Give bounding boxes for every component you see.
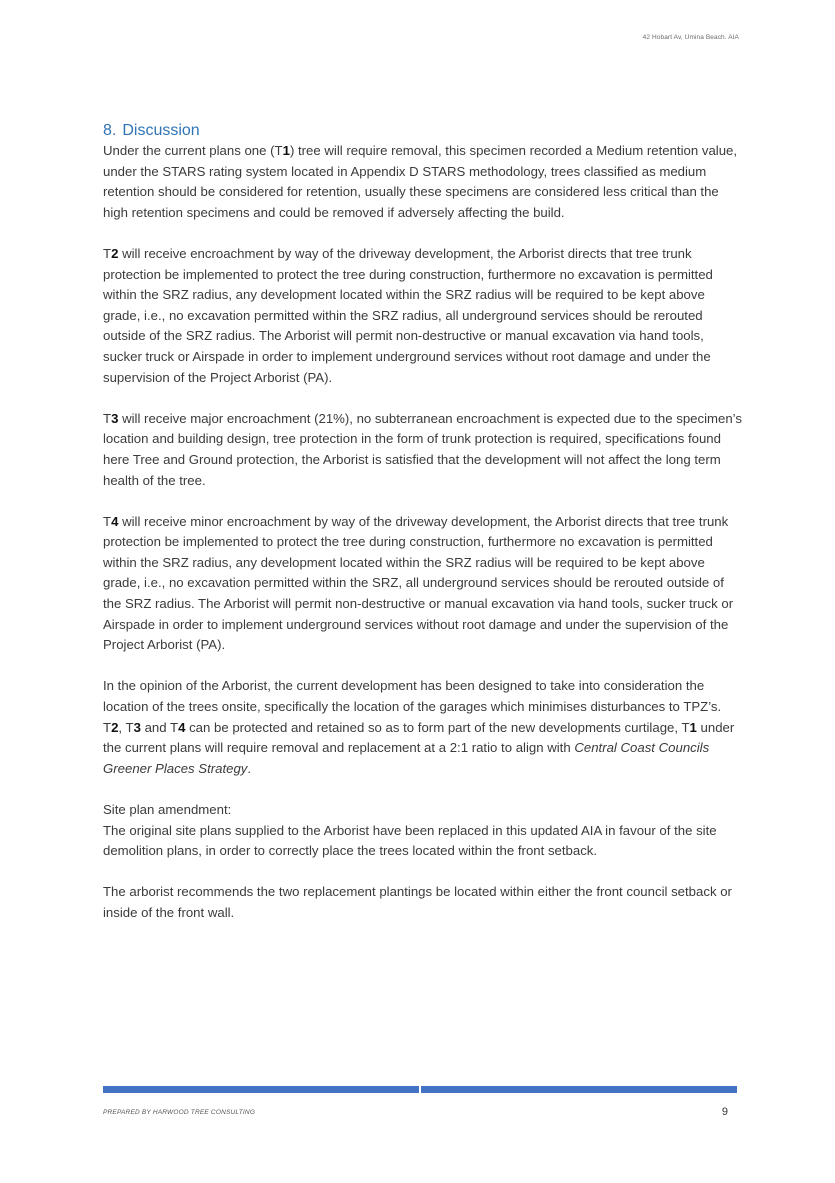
paragraph-opinion [103,676,743,779]
paragraph-t3 [103,409,743,491]
section-number: 8. [103,122,117,139]
text-run: . [247,760,252,776]
paragraph-t2 [103,244,743,388]
text-run: In the opinion of the Arborist, the current development has been designed to take into consideration the location of the trees onsite, specifically the location of the garages which minimises disturbances to TPZ’s. T [103,678,722,735]
paragraph-replacement-plantings: The arborist recommends the two replacement plantings be located within either the front council setback or inside of the front wall. [103,884,732,920]
text-run: T [103,245,112,261]
text-run: T [103,513,112,529]
text-run: Under the current plans one (T [103,143,283,158]
header-address: 42 Hobart Av, Umina Beach. AIA [642,34,739,41]
text-run: will receive encroachment by way of the driveway development, the Arborist directs that tree trunk protection be implemented to protect the tree during construction, furthermore no excavation is permitted within the SRZ radius, any development located within the SRZ radius will be required to be kept above grade, i.e., no excavation permitted within the SRZ radius, all underground services should be rerouted outside of the SRZ radius. The Arborist will permit non-destructive or manual excavation via hand tools, sucker truck or Airspade in order to implement underground services without root damage and under the supervision of the Project Arborist (PA). [103,245,713,385]
strategy-reference: Central Coast Councils Greener Places Strategy [103,740,710,776]
text-run: under the current plans will require removal and replacement at a 2:1 ratio to align with [103,719,735,756]
paragraph-t1-removal [103,141,743,223]
footer-rule-segment [103,1086,419,1093]
tree-ref-bold: 2 [111,719,119,735]
paragraph-t4 [103,512,743,656]
text-run: will receive minor encroachment by way of the driveway development, the Arborist directs that tree trunk protection be implemented to protect the tree during construction, furthermore no excavation is permitted within the SRZ radius, any development located within the SRZ radius will be required to be kept above grade, i.e., no excavation permitted within the SRZ, all underground services should be rerouted outside of the SRZ radius. The Arborist will permit non-destructive or manual excavation via hand tools, sucker truck or Airspade in order to implement underground services without root damage and under the supervision of the Project Arborist (PA). [103,513,734,653]
footer-prepared-by: PREPARED BY HARWOOD TREE CONSULTING [103,1109,256,1116]
tree-ref-bold: 1 [282,143,290,158]
text-run: ) tree will require removal, this specimen recorded a Medium retention value, under the STARS rating system located in Appendix D STARS methodology, trees classified as medium retention should be considered for retention, usually these specimens are considered less critical than the high retention specimens and could be removed if adversely affecting the build. [103,143,738,220]
text-run: can be protected and retained so as to form part of the new developments curtilage, T [185,719,690,735]
text-run: T [103,410,112,426]
text-run: and T [140,719,179,735]
paragraph-site-plan: The original site plans supplied to the Arborist have been replaced in this updated AIA in favour of the site demolition plans, in order to correctly place the trees located within the front setback. [103,822,717,859]
site-plan-amendment-label: Site plan amendment: [103,802,232,817]
tree-ref-bold: 4 [178,719,186,735]
page-content [103,122,743,924]
text-run: will receive major encroachment (21%), no subterranean encroachment is expected due to the specimen’s location and building design, tree protection in the form of trunk protection is required, specifications found here Tree and Ground protection, the Arborist is satisfied that the development will not affect the long term health of the tree. [103,410,742,488]
text-run: , T [118,719,134,735]
footer-rule [103,1086,737,1093]
tree-ref-bold: 4 [111,513,119,529]
tree-ref-bold: 2 [111,245,119,261]
tree-ref-bold: 3 [133,719,141,735]
page-number: 9 [721,1106,728,1118]
tree-ref-bold: 1 [689,719,697,735]
section-title: Discussion [122,122,200,139]
footer-rule-segment [421,1086,737,1093]
section-heading [103,122,743,140]
tree-ref-bold: 3 [111,410,119,426]
